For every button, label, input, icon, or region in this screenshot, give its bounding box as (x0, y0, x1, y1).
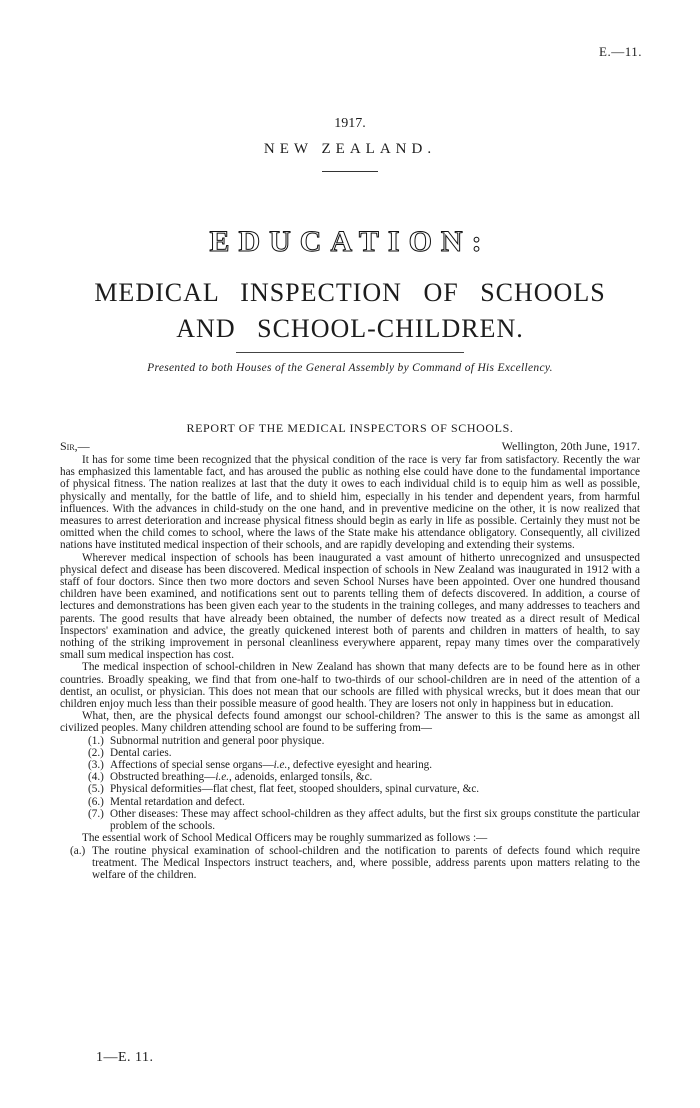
report-heading: REPORT OF THE MEDICAL INSPECTORS OF SCHOOLS. (186, 421, 514, 435)
divider (322, 171, 378, 172)
list-item: (7.) Other diseases: These may affect school-children as they affect adults, but the first six groups constitute the particular problem of the schools. (88, 807, 640, 833)
list-item: (6.) Mental retardation and defect. (88, 795, 245, 808)
title-main: EDUCATION: (209, 225, 491, 258)
list-item: (5.) Physical deformities—flat chest, flat feet, stooped shoulders, spinal curvature, &c. (88, 783, 480, 796)
document-reference: E.—11. (599, 44, 642, 59)
country: NEW ZEALAND. (263, 141, 437, 157)
page-footer-reference: 1—E. 11. (96, 1050, 154, 1065)
presented-line: Presented to both Houses of the General Assembly by Command of His Excellency. (147, 362, 553, 374)
paragraph: The medical inspection of school-children in New Zealand has shown that many defects are to be found here as in other countries. Broadly speaking, we find that from one-half to two-thirds of our school-children are in need of the attention of a dentist, an oculist, or physician. This does not mean that our schools are filled with physical wrecks, but it does mean that our children enjoy much less than their possible measure of good health. They are losers not only in happiness but in education. (60, 661, 640, 711)
list-item: (2.) Dental caries. (88, 746, 172, 759)
list-item: (a.) The routine physical examination of school-children and the notification to parents of defects found which require treatment. The Medical Inspectors instruct teachers, and, where possible, address parents upon matters relating to the welfare of the children. (70, 844, 640, 881)
salutation: Sir,— (60, 439, 90, 453)
essential-list (60, 845, 640, 882)
list-item: (3.) Affections of special sense organs—i.e., defective eyesight and hearing. (88, 759, 433, 772)
title-sub: MEDICAL INSPECTION OF SCHOOLS AND SCHOOL-CHILDREN. (94, 278, 606, 343)
paragraph: What, then, are the physical defects found amongst our school-children? The answer to this is the same as amongst all civilized peoples. Many children attending school are found to be suffering from— (60, 710, 640, 735)
divider (236, 352, 464, 353)
report-body (60, 454, 640, 881)
list-item: (1.) Subnormal nutrition and general poor physique. (88, 734, 325, 747)
paragraph: The essential work of School Medical Officers may be roughly summarized as follows :— (82, 832, 488, 845)
year: 1917. (334, 116, 366, 131)
paragraph: Wherever medical inspection of schools has been inaugurated a vast amount of hitherto unrecognized and unsuspected physical defect and disease has been discovered. Medical inspection of schools in New Zealand was inaugurated in 1912 with a staff of four doctors. Since then two more doctors and seven School Nurses have been appointed. Over one hundred thousand children have been examined, and notifications sent out to parents telling them of defects discovered. In addition, a course of lectures and demonstrations has been given each year to the students in the training colleges, and many addresses to teachers and parents. The good results that have already been obtained, the number of defects now treated as a direct result of Medical Inspectors' examination and advice, the greatly quickened interest both of parents and children in matters of health, to say nothing of the striking improvement in personal cleanliness everywhere apparent, repay many times over the comparatively small sum medical inspection has cost. (60, 551, 640, 662)
place-date: Wellington, 20th June, 1917. (501, 439, 640, 453)
paragraph: It has for some time been recognized that the physical condition of the race is very far from satisfactory. Recently the war has emphasized this lamentable fact, and has aroused the public as nothing else could have done to the fundamental importance of physical fitness. The nation realizes at last that the duty it owes to each individual child is to equip him as well as possible, physically and mentally, for the battle of life, and to shield him, especially in his tender and dependent years, from harmful influences. With the advances in child-study on the one hand, and in preventive medicine on the other, it is now realized that measures to arrest deterioration and increase physical fitness should begin as early in life as possible. Certainly they must not be omitted when the child comes to school, where the laws of the State make his attendance obligatory. Consequently, all civilized nations have instituted medical inspection of their schools, and are rapidly developing and extending their systems. (60, 454, 640, 552)
list-item: (4.) Obstructed breathing—i.e., adenoids, enlarged tonsils, &c. (88, 771, 373, 784)
defects-list (60, 735, 640, 833)
